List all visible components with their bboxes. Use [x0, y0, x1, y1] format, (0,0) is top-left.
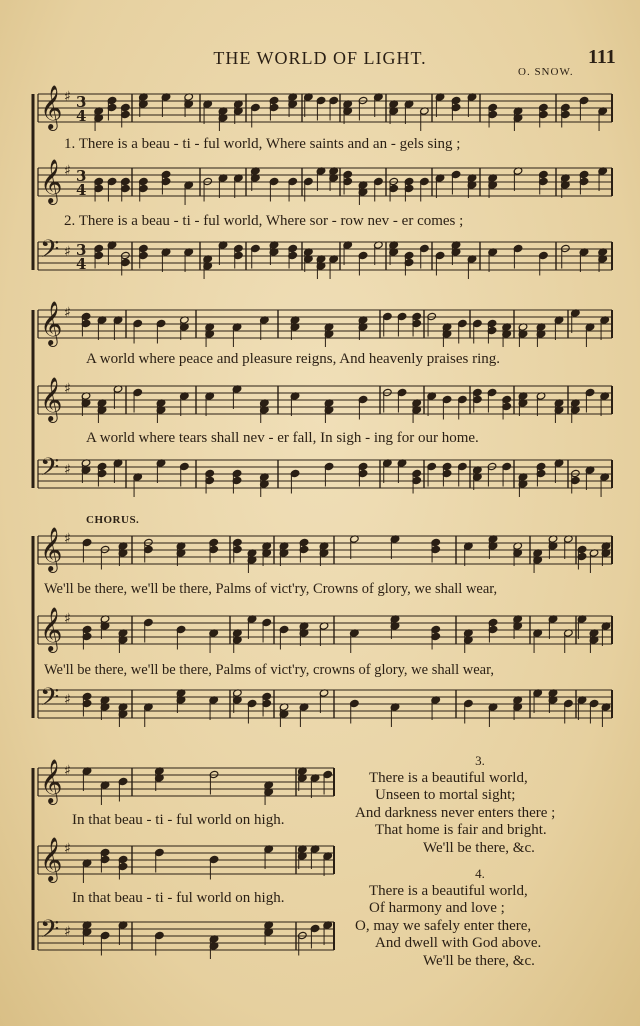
bass-clef-icon: 𝄢 [40, 683, 60, 718]
additional-verses [355, 752, 605, 970]
lyric-line-system4-verse2: In that beau - ti - ful world on high. [72, 890, 285, 906]
bass-clef-icon: 𝄢 [40, 453, 60, 488]
time-signature-bottom: 4 [76, 181, 87, 199]
sharp-icon: ♯ [64, 244, 71, 260]
treble-clef-icon: 𝄞 [40, 301, 63, 345]
time-signature-bottom: 4 [76, 107, 87, 125]
sharp-icon: ♯ [64, 763, 71, 779]
sharp-icon: ♯ [64, 462, 71, 478]
bass-clef-icon: 𝄢 [40, 235, 60, 270]
time-signature-bottom: 4 [76, 255, 87, 273]
sharp-icon: ♯ [64, 305, 71, 321]
page-number: 111 [588, 46, 616, 68]
treble-clef-icon: 𝄞 [40, 527, 63, 571]
sharp-icon: ♯ [64, 531, 71, 547]
treble-clef-icon: 𝄞 [40, 377, 63, 421]
verse-number: 3. [475, 753, 485, 768]
chorus-label: CHORUS. [86, 514, 140, 526]
verse-line: We'll be there, &c. [423, 952, 535, 969]
lyric-line-system1-verse1: 1. There is a beau - ti - ful world, Where saints and an - gels sing ; [64, 136, 461, 152]
verse-line: Unseen to mortal sight; [375, 787, 516, 803]
sharp-icon: ♯ [64, 89, 71, 105]
lyric-line-system3-verse2: We'll be there, we'll be there, Palms of vict'ry, crowns of glory, we shall wear, [44, 662, 494, 678]
verse-line: That home is fair and bright. [375, 822, 547, 838]
time-signature-top: 3 [76, 167, 87, 185]
sharp-icon: ♯ [64, 381, 71, 397]
verse-line: There is a beautiful world, [369, 882, 528, 899]
sharp-icon: ♯ [64, 692, 71, 708]
hymn-title: THE WORLD OF LIGHT. [213, 48, 427, 68]
verse-line: And dwell with God above. [375, 935, 542, 951]
lyric-line-system2-verse2: A world where tears shall nev - er fall, In sigh - ing for our home. [86, 430, 479, 446]
lyric-line-system2-verse1: A world where peace and pleasure reigns, And heavenly praises ring. [86, 351, 501, 367]
sharp-icon: ♯ [64, 841, 71, 857]
sharp-icon: ♯ [64, 924, 71, 940]
verse-line: Of harmony and love ; [369, 900, 505, 916]
treble-clef-icon: 𝄞 [40, 159, 63, 203]
treble-clef-icon: 𝄞 [40, 837, 63, 881]
composer-credit: O. SNOW. [518, 66, 574, 78]
bass-clef-icon: 𝄢 [40, 915, 60, 950]
verse-line: There is a beautiful world, [369, 769, 528, 786]
lyric-line-system1-verse2: 2. There is a beau - ti - ful world, Where sor - row nev - er comes ; [64, 213, 464, 229]
sharp-icon: ♯ [64, 163, 71, 179]
treble-clef-icon: 𝄞 [40, 607, 63, 651]
lyric-line-system4-verse1: In that beau - ti - ful world on high. [72, 812, 285, 828]
sharp-icon: ♯ [64, 611, 71, 627]
time-signature-top: 3 [76, 241, 87, 259]
time-signature-top: 3 [76, 93, 87, 111]
treble-clef-icon: 𝄞 [40, 85, 63, 129]
verse-line: O, may we safely enter there, [355, 917, 532, 934]
treble-clef-icon: 𝄞 [40, 759, 63, 803]
lyric-line-system3-verse1: We'll be there, we'll be there, Palms of vict'ry, Crowns of glory, we shall wear, [44, 581, 498, 597]
verse-line: We'll be there, &c. [423, 839, 535, 856]
verse-number: 4. [475, 866, 485, 881]
verse-line: And darkness never enters there ; [355, 804, 556, 821]
